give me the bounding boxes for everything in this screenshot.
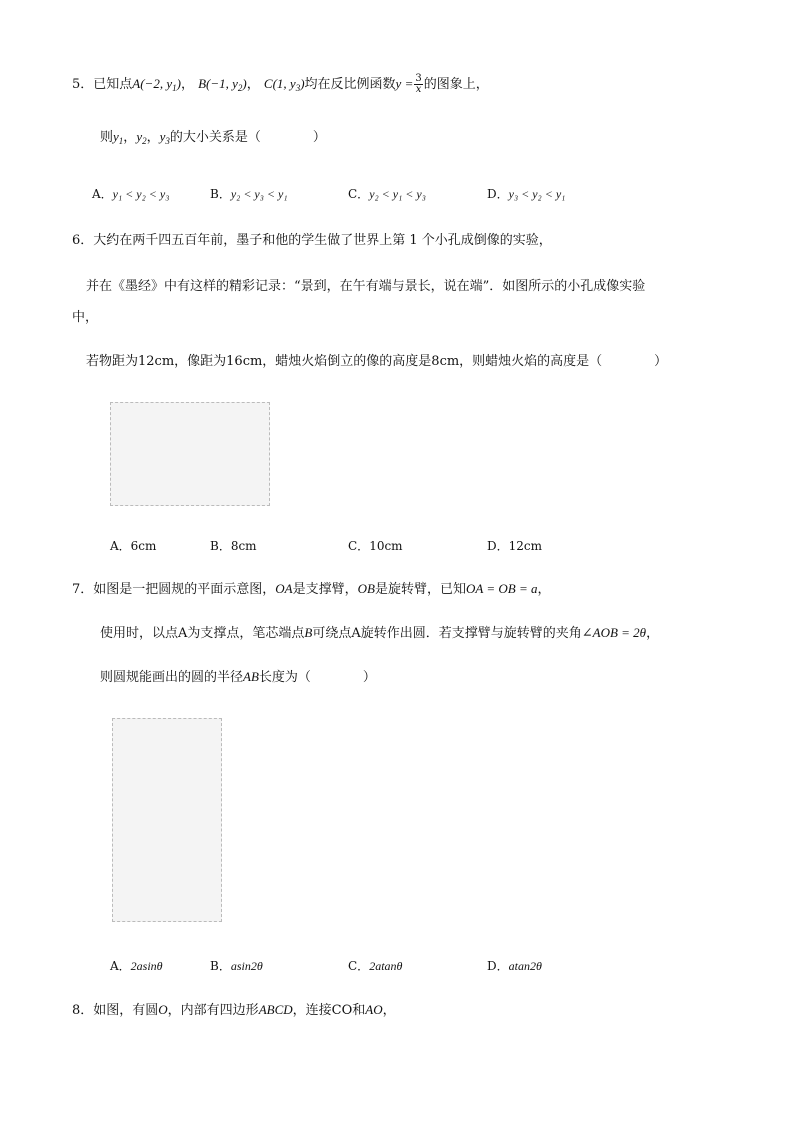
q6-stem-line4: 若物距为12cm，像距为16cm，蜡烛火焰倒立的像的高度是8cm，则蜡烛火焰的高度是（ ） bbox=[86, 354, 668, 369]
q7-option-c[interactable]: C．2atanθ bbox=[348, 959, 403, 973]
q5-point-a: A(−2, $y_1$) bbox=[132, 76, 181, 93]
q5-option-a[interactable]: A．y₁ < y₂ < y₃ bbox=[92, 187, 170, 201]
q5-stem-line1 bbox=[72, 74, 489, 97]
q5-point-b: B(−1, $y_2$) bbox=[198, 76, 247, 93]
q5-sep1: ， bbox=[180, 77, 194, 92]
q6-option-c[interactable]: C．10cm bbox=[348, 539, 403, 553]
q7-option-d[interactable]: D．atan2θ bbox=[487, 959, 542, 973]
q5-fraction: $\frac{3}{x}$ bbox=[415, 73, 422, 95]
q5-option-c[interactable]: C．y₂ < y₁ < y₃ bbox=[348, 187, 426, 201]
q5-point-c: C(1, $y_3$) bbox=[263, 76, 305, 93]
q7-stem-line2: 使用时，以点A为支撑点，笔芯端点B可绕点A旋转作出圆．若支撑臂与旋转臂的夹角∠AOB = 2θ， bbox=[100, 625, 660, 641]
q5-mid: 均在反比例函数 bbox=[304, 77, 396, 92]
q5-option-b[interactable]: B．y₂ < y₃ < y₁ bbox=[210, 187, 288, 201]
q7-stem-line3: 则圆规能画出的圆的半径AB长度为（ ） bbox=[100, 669, 376, 685]
q6-option-d[interactable]: D．12cm bbox=[487, 539, 542, 553]
q7-option-a[interactable]: A．2asinθ bbox=[110, 959, 163, 973]
q8-stem-line1: 8．如图，有圆O，内部有四边形ABCD，连接CO和AO， bbox=[72, 1002, 396, 1018]
q7-option-b[interactable]: B．asin2θ bbox=[210, 959, 263, 973]
q5-tail: 的图象上， bbox=[423, 77, 489, 92]
q5-sep2: ， bbox=[246, 77, 260, 92]
compass-figure bbox=[112, 718, 222, 922]
q6-option-b[interactable]: B．8cm bbox=[210, 539, 257, 553]
q5-intro: 5．已知点 bbox=[72, 77, 133, 92]
q5-stem-line2: 则$y_1$，$y_2$，$y_3$的大小关系是（ ） bbox=[100, 129, 326, 146]
q6-stem-line2: 并在《墨经》中有这样的精彩记录：“景到，在午有端与景长，说在端”．如图所示的小孔成像实验 bbox=[86, 279, 646, 294]
pinhole-camera-figure bbox=[110, 402, 270, 506]
q6-stem-line3: 中， bbox=[72, 310, 99, 325]
q7-stem-line1: 7．如图是一把圆规的平面示意图，OA是支撑臂，OB是旋转臂，已知OA = OB = a， bbox=[72, 581, 551, 597]
q6-stem-line1: 6．大约在两千四五百年前，墨子和他的学生做了世界上第 1 个小孔成倒像的实验， bbox=[72, 233, 552, 248]
q5-func-lhs: y = bbox=[395, 76, 414, 91]
q6-option-a[interactable]: A．6cm bbox=[110, 539, 157, 553]
q5-option-d[interactable]: D．y₃ < y₂ < y₁ bbox=[487, 187, 566, 201]
